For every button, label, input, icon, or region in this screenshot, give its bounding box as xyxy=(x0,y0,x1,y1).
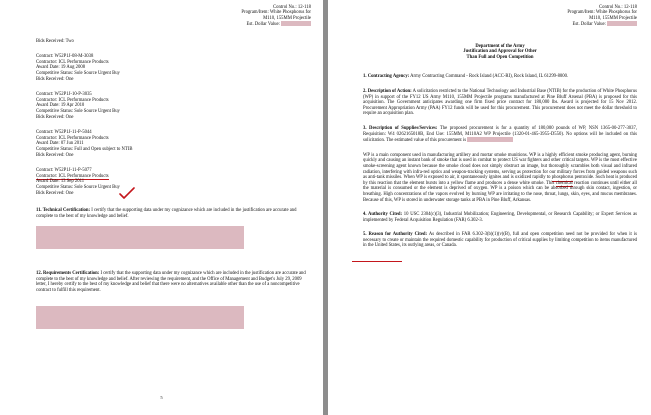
requirements-certification: 12. Requirements Certification: I certify that the supporting data under my cognizance which are included in the justification are accurate and complete to the best of my knowledge and belief. After reviewing the requirement, and the Office of Management and Budget's July 29, 2009 letter, I hereby certify to the best of my knowledge and belief that there were no alternatives available other than the use of a noncompetitive contract to fulfill this requirement. xyxy=(36,271,306,294)
document-title: Department of the Army Justification and Approval for Other Than Full and Open Competition xyxy=(463,43,537,60)
page-header xyxy=(36,5,311,28)
bids-received-summary: Bids Received: Two xyxy=(36,38,74,44)
competitive-status: Competitive Status: Full and Open subject to NTIB xyxy=(36,146,133,152)
technical-certification: 11. Technical Certification: I certify that the supporting data under my cognizance which are included in the justification are accurate and complete to the best of my knowledge and belief. xyxy=(36,208,297,219)
redaction-block xyxy=(467,137,513,142)
contract-number: Contract: W52P1J-11-P-5044 xyxy=(36,130,92,136)
white-phosphorus-paragraph: WP is a main component used in manufacturing artillery and mortar smoke munitions. WP is a highly efficient smoke producing agent, burning quickly and causing an instant bank of smoke that is used in combat to protect US war fighters and other critical targets. WP is the most effective smoke-screening agent known because the smoke cloud does not simply obstruct an image, but thoroughly scrambles both visual and infrared radiation, interfering with infra-red optics and weapon-tracking systems, serving as protection for our military forces from guided weapons such as anti-tank missiles. When WP is exposed to air, it spontaneously ignites and is oxidized rapidly to phosphorus pentoxide. Such heat is produced by this reaction that the element bursts into a yellow flame and produces a dense white smoke. This chemical reaction continues until either all the material is consumed or the element is deprived of oxygen. WP is a poison which can be absorbed through skin contact, ingestion, or breathing. High concentrations of the vapors evolved by burning WP are irritating to the nose, throat, lungs, skin, eyes, and mucus membranes. Because of this, WP is stored in underwater storage tanks at PBA in Pine Bluff, Arkansas. xyxy=(363,152,638,203)
contractor-name: Contractor: ICL Performance Products xyxy=(36,97,109,103)
redaction-block xyxy=(281,21,311,26)
program-item-line-2: M110, 155MM Projectile xyxy=(589,15,637,21)
competitive-status: Competitive Status: Sole Source Urgent Buy xyxy=(36,184,120,190)
contractor-name: Contractor: ICL Performance Products xyxy=(36,135,109,141)
award-date: Award Date: 13 Sep 2011 xyxy=(36,179,85,185)
document-page-right xyxy=(328,0,651,415)
contractor-name: Contractor: ICL Performance Products xyxy=(36,59,109,65)
red-check-mark-icon xyxy=(118,186,136,200)
bids-received: Bids Received: One xyxy=(36,114,74,120)
program-item-line-2: M110, 155MM Projectile xyxy=(263,15,311,21)
section-description-of-supplies: 3. Description of Supplies/Services: The proposed procurement is for a quantity of 180,000 pounds of WP, NSN 1365-00-277-3037, Requisition: W4 0262165018B, End Use: 155MM, M110A2 WP Projectile (1320-01-465-3955-D550). No options will be included on this solicitation. The estimated value of this procurement is xyxy=(363,125,637,144)
signature-redaction-block xyxy=(36,226,244,249)
red-annotation-line xyxy=(352,261,402,262)
program-item-line-1: Program/Item: White Phosphorus for xyxy=(241,10,311,16)
award-date: Award Date: 07 Jun 2011 xyxy=(36,141,84,147)
contract-record xyxy=(36,92,311,120)
bids-received: Bids Received: One xyxy=(36,76,74,82)
contract-record xyxy=(36,54,311,82)
competitive-status: Competitive Status: Sole Source Urgent Buy xyxy=(36,71,120,76)
bids-received: Bids Received: One xyxy=(36,152,74,158)
contract-number: Contract: W52P1J-08-M-3038 xyxy=(36,54,94,60)
contract-number: Contract: W52P1J-11-P-5077 xyxy=(36,168,92,174)
award-date: Award Date: 19 Aug 2008 xyxy=(36,65,86,71)
bids-received: Bids Received: One xyxy=(36,190,74,196)
redaction-block xyxy=(607,21,637,26)
contract-record xyxy=(36,168,311,196)
signature-redaction-block xyxy=(36,306,244,329)
est-dollar-value: Est. Dollar Value: xyxy=(363,21,637,27)
page-header xyxy=(363,5,637,28)
contract-record xyxy=(36,130,311,158)
section-reason-for-authority: 5. Reason for Authority Cited: As described in FAR 6.302-3(b)(1)(v)(B), full and open competition need not be provided for when it is necessary to create or maintain the required domestic capability for production of critical supplies by limiting competition to items manufactured in the United States, its outlying areas, or Canada. xyxy=(363,232,637,249)
program-item-line-1: Program/Item: White Phosphorus for xyxy=(567,10,637,16)
control-number: Control No.: 12-118 xyxy=(273,5,311,10)
section-authority-cited: 4. Authority Cited: 10 USC 2304(c)(3), Industrial Mobilization; Engineering, Developmental, or Research Capability; or Expert Services as implemented by Federal Acquisition Regulation (FAR) 6.302-3. xyxy=(363,212,637,223)
competitive-status: Competitive Status: Sole Source Urgent Buy xyxy=(36,108,120,114)
document-page-left xyxy=(0,0,323,415)
contract-number: Contract: W52P1J-10-P-3035 xyxy=(36,92,92,98)
section-description-of-action: 2. Description of Action: A solicitation restricted to the National Technology and Industrial Base (NTIB) for the production of White Phosphorus (WP) in support of the FY12 US Army M110, 155MM Projectile programs manufactured at Pine Bluff Arsenal (PBA) is proposed for this acquisition. The Government anticipates awarding one firm fixed price contract for 180,000 lbs. Award is projected for 15 Nov 2012. Procurement Appropriation Army (PAA) FY12 funds will be used for this procurement. This procurement does not meet the dollar threshold to require an acquisition plan. xyxy=(363,89,637,117)
page-number: 5 xyxy=(160,395,163,401)
control-number: Control No.: 12-118 xyxy=(599,5,637,10)
contractor-name: Contractor: ICL Performance Products xyxy=(36,173,109,179)
est-dollar-value: Est. Dollar Value: xyxy=(36,21,311,27)
section-contracting-agency: 1. Contracting Agency: Army Contracting Command - Rock Island (ACC-RI), Rock Island, IL 61299-8000. xyxy=(363,74,569,80)
award-date: Award Date: 19 Apr 2010 xyxy=(36,103,85,109)
